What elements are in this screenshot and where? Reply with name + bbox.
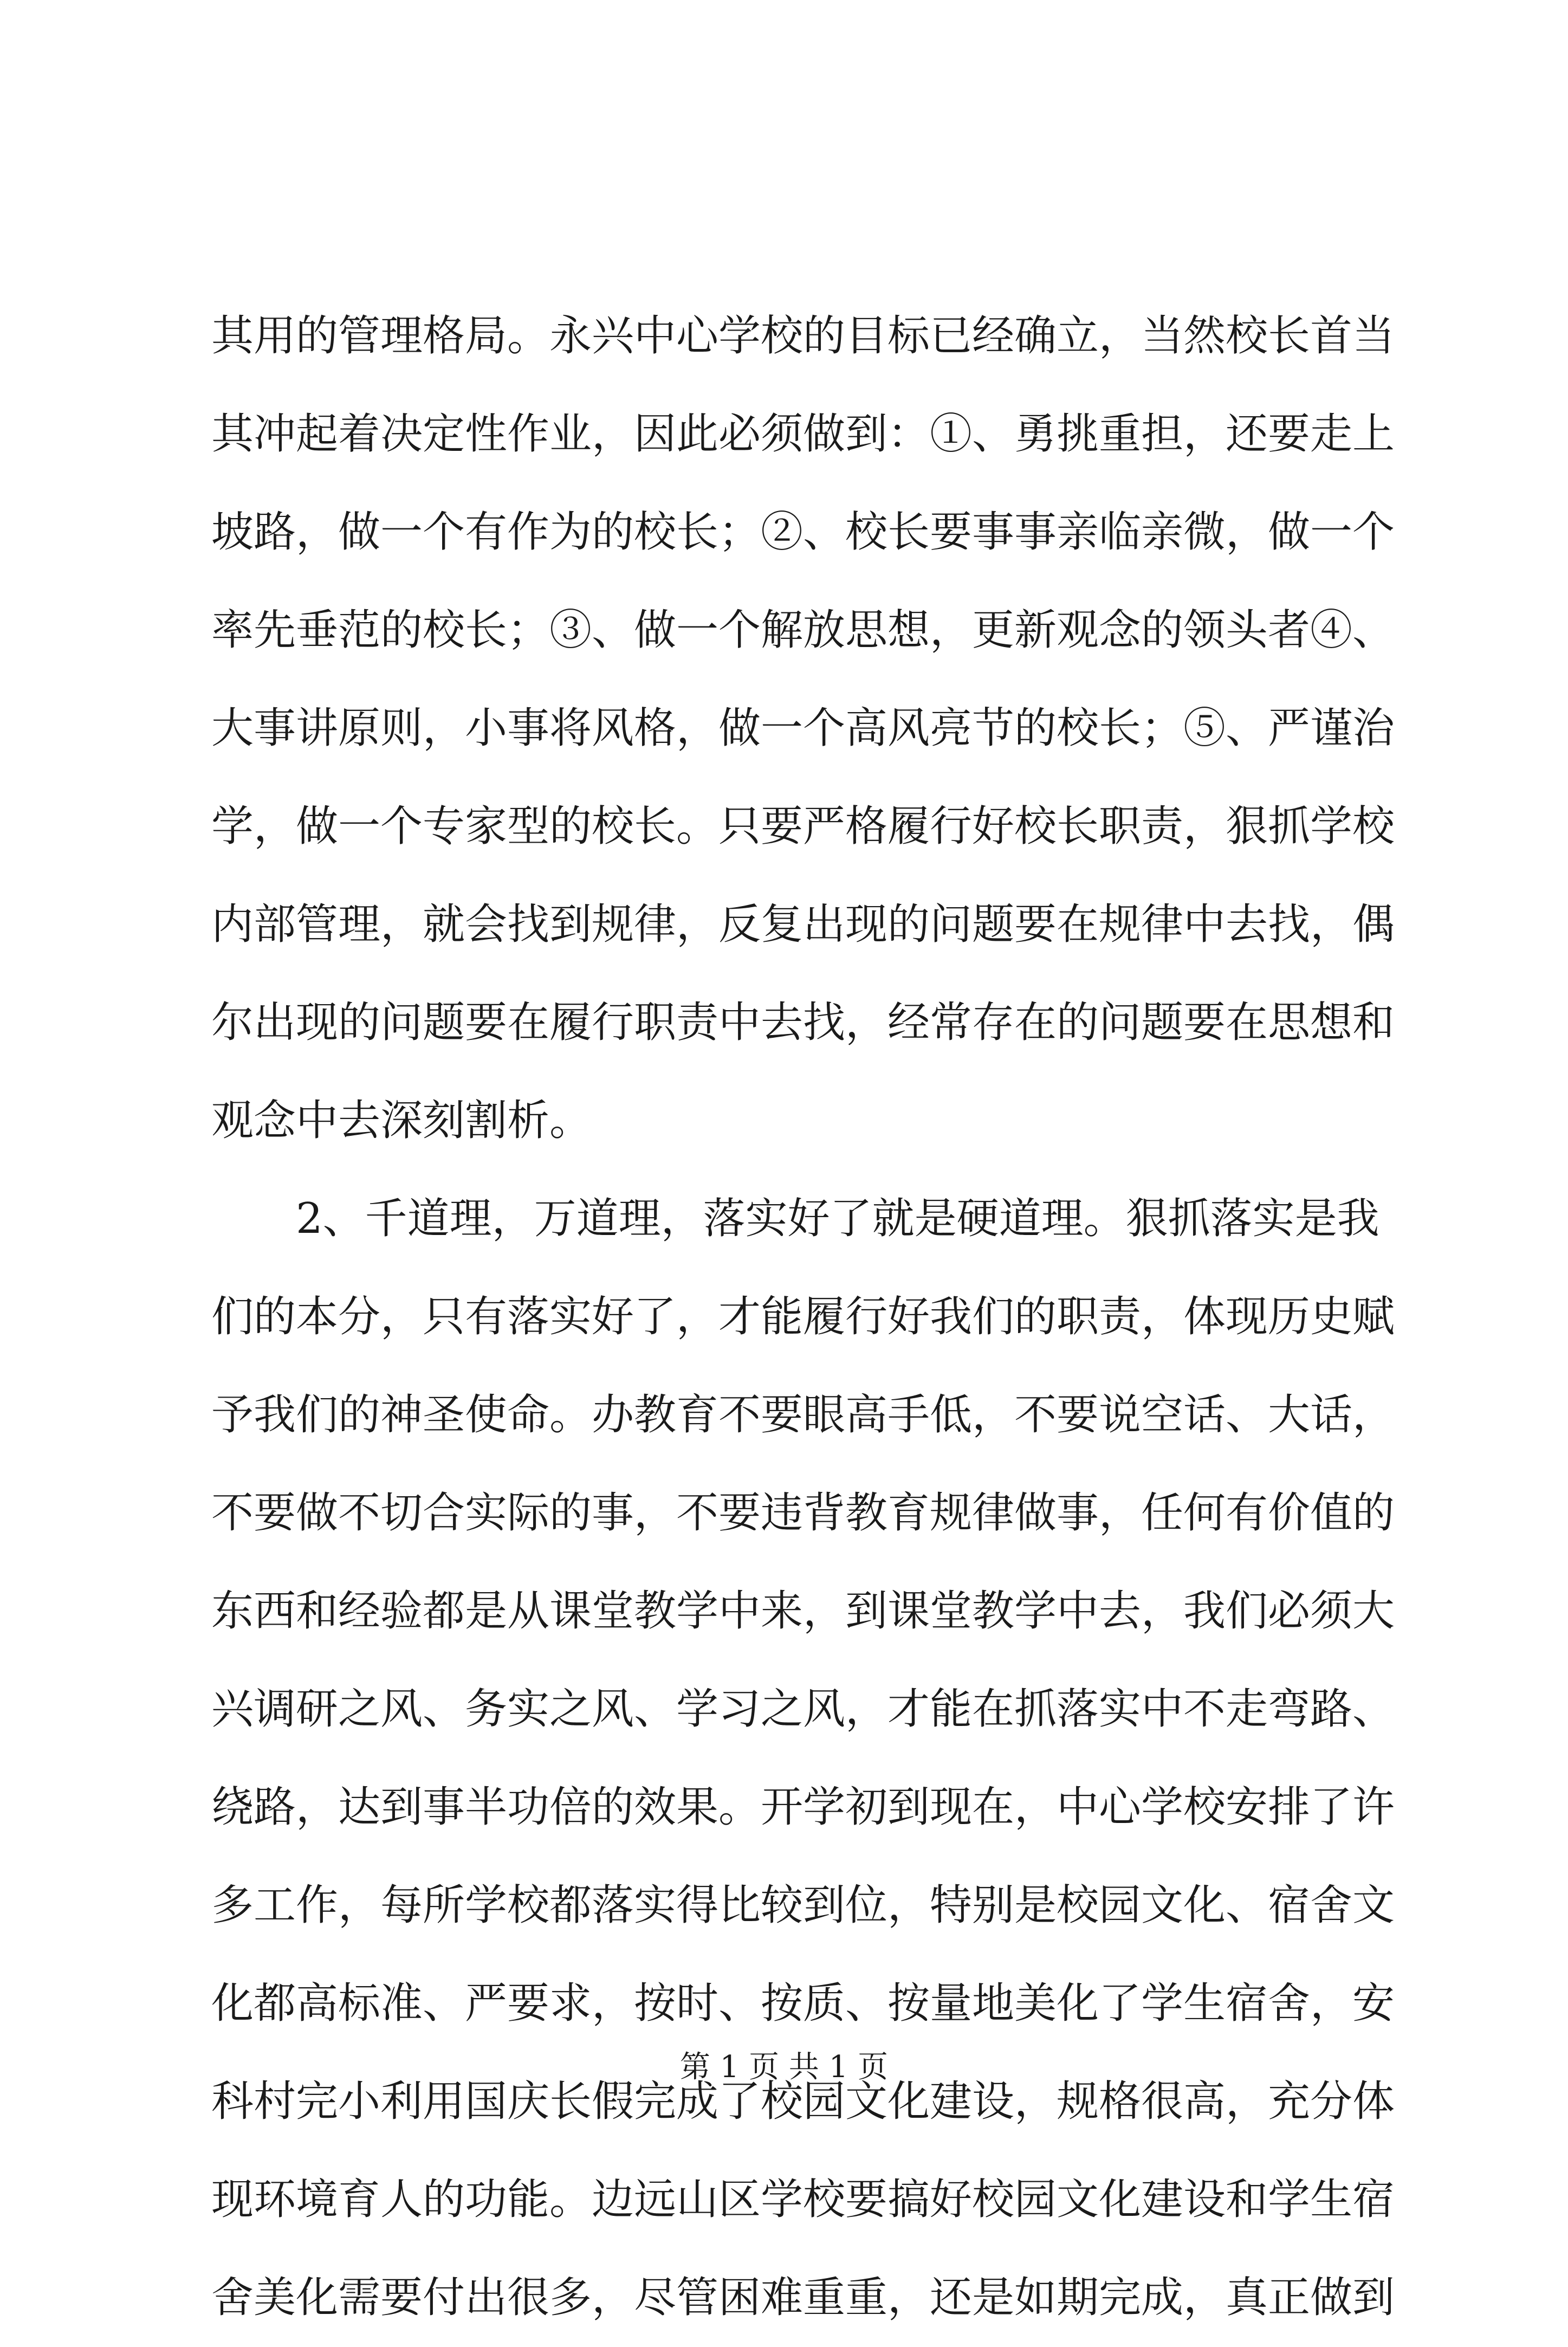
text-line: 内部管理，就会找到规律，反复出现的问题要在规律中去找，偶: [211, 900, 1395, 949]
text-line: 东西和经验都是从课堂教学中来，到课堂教学中去，我们必须大: [211, 1587, 1395, 1635]
text-line: 观念中去深刻割析。: [211, 1096, 592, 1145]
text-line: 率先垂范的校长；③、做一个解放思想，更新观念的领头者④、: [211, 606, 1395, 655]
text-line: 绕路，达到事半功倍的效果。开学初到现在，中心学校安排了许: [211, 1783, 1395, 1832]
page-number-label: 第 1 页 共 1 页: [679, 2049, 889, 2085]
text-line: 现环境育人的功能。边远山区学校要搞好校园文化建设和学生宿: [211, 2175, 1395, 2224]
text-line: 多工作，每所学校都落实得比较到位，特别是校园文化、宿舍文: [211, 1881, 1395, 1930]
text-line: 舍美化需要付出很多，尽管困难重重，还是如期完成，真正做到: [211, 2273, 1395, 2322]
page-footer: [0, 2048, 1568, 2086]
text-line: 尔出现的问题要在履行职责中去找，经常存在的问题要在思想和: [211, 998, 1395, 1047]
text-line: 予我们的神圣使命。办教育不要眼高手低，不要说空话、大话，: [211, 1391, 1395, 1439]
text-line: 化都高标准、严要求，按时、按质、按量地美化了学生宿舍，安: [211, 1979, 1395, 2028]
text-line: 科村完小利用国庆长假完成了校园文化建设，规格很高，充分体: [211, 2077, 1395, 2126]
text-line: 其冲起着决定性作业，因此必须做到：①、勇挑重担，还要走上: [211, 410, 1395, 458]
document-body: [211, 287, 1395, 2347]
text-line: 坡路，做一个有作为的校长；②、校长要事事亲临亲微，做一个: [211, 508, 1395, 557]
paragraph-start-line: 2、千道理，万道理，落实好了就是硬道理。狠抓落实是我: [296, 1194, 1379, 1243]
text-line: 学，做一个专家型的校长。只要严格履行好校长职责，狠抓学校: [211, 802, 1395, 851]
text-line: 大事讲原则，小事将风格，做一个高风亮节的校长；⑤、严谨治: [211, 704, 1395, 753]
text-line: 其用的管理格局。永兴中心学校的目标已经确立，当然校长首当: [211, 312, 1395, 360]
text-line: 兴调研之风、务实之风、学习之风，才能在抓落实中不走弯路、: [211, 1685, 1395, 1734]
text-line: 们的本分，只有落实好了，才能履行好我们的职责，体现历史赋: [211, 1292, 1395, 1341]
text-line: 不要做不切合实际的事，不要违背教育规律做事，任何有价值的: [211, 1489, 1395, 1537]
